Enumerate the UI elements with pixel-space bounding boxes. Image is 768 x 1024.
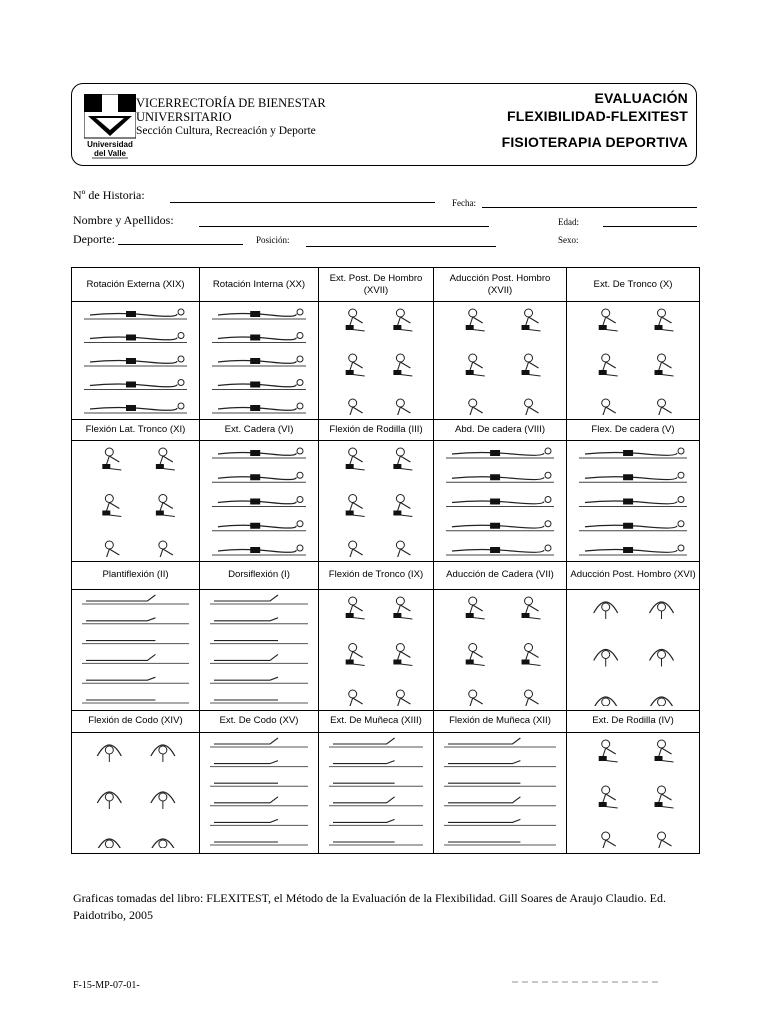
fecha-label: Fecha:	[452, 198, 476, 208]
test-caption: Aducción Post. Hombro (XVII)	[449, 272, 551, 296]
test-illustration	[76, 444, 195, 557]
fecha-field[interactable]	[482, 207, 697, 208]
test-cell	[72, 561, 199, 709]
test-illustration	[323, 593, 429, 706]
test-cell	[434, 268, 566, 418]
test-caption: Ext. De Muñeca (XIII)	[330, 715, 422, 726]
test-illustration	[571, 444, 695, 557]
institution-block	[136, 96, 326, 138]
test-illustration	[438, 736, 562, 848]
title-line2: FLEXIBILIDAD-FLEXITEST	[507, 108, 688, 124]
university-logo	[84, 94, 136, 159]
test-caption: Aducción de Cadera (VII)	[446, 569, 554, 580]
test-cell	[567, 268, 699, 418]
test-caption: Plantiflexión (II)	[102, 569, 169, 580]
test-caption: Rotación Interna (XX)	[212, 278, 306, 290]
test-caption: Rotación Externa (XIX)	[86, 278, 185, 290]
test-cell	[434, 561, 566, 709]
test-cell	[72, 419, 199, 560]
test-caption: Abd. De cadera (VIII)	[454, 423, 546, 435]
test-illustration	[438, 593, 562, 706]
test-cell	[200, 561, 318, 709]
institution-line3: Sección Cultura, Recreación y Deporte	[136, 125, 316, 137]
test-illustration	[76, 305, 195, 415]
test-caption: Flexión de Tronco (IX)	[328, 569, 424, 580]
edad-field[interactable]	[603, 226, 697, 227]
edad-label: Edad:	[558, 217, 579, 227]
nombre-field[interactable]	[199, 226, 489, 227]
test-caption: Aducción Post. Hombro (XVI)	[570, 569, 696, 580]
test-cell	[319, 710, 433, 851]
test-illustration	[571, 305, 695, 415]
footnote: Graficas tomadas del libro: FLEXITEST, el Método de la Evaluación de la Flexibilidad. Gill Soares de Araujo Claudio. Ed. Paidotribo, 2005	[73, 891, 666, 922]
posicion-label: Posición:	[256, 235, 290, 245]
logo-line1: Universidad	[87, 140, 133, 149]
test-cell	[567, 561, 699, 709]
test-illustration	[204, 444, 314, 557]
test-cell	[319, 561, 433, 709]
test-caption: Ext. De Rodilla (IV)	[592, 715, 674, 726]
form-code: F-15-MP-07-01-	[73, 980, 140, 991]
test-cell	[434, 710, 566, 851]
test-cell	[319, 419, 433, 560]
test-cell	[567, 710, 699, 851]
flexitest-grid	[71, 267, 700, 854]
title-line3: FISIOTERAPIA DEPORTIVA	[501, 134, 688, 150]
test-illustration	[76, 736, 195, 848]
test-illustration	[323, 736, 429, 848]
test-illustration	[438, 444, 562, 557]
title-line1: EVALUACIÓN	[594, 90, 688, 106]
test-cell	[567, 419, 699, 560]
test-illustration	[323, 305, 429, 415]
test-caption: Flexión Lat. Tronco (XI)	[85, 423, 186, 435]
test-caption: Ext. Post. De Hombro (XVII)	[329, 272, 423, 296]
test-illustration	[204, 736, 314, 848]
logo-line2: del Valle	[93, 149, 127, 158]
test-illustration	[438, 305, 562, 415]
test-caption: Dorsiflexión (I)	[228, 569, 290, 580]
institution-line2: UNIVERSITARIO	[136, 110, 232, 124]
nombre-label: Nombre y Apellidos:	[73, 213, 174, 227]
test-caption: Ext. De Codo (XV)	[219, 715, 299, 726]
test-illustration	[204, 593, 314, 706]
test-caption: Flex. De cadera (V)	[591, 423, 675, 435]
test-cell	[434, 419, 566, 560]
test-illustration	[571, 736, 695, 848]
test-caption: Flexión de Codo (XIV)	[88, 715, 183, 726]
faint-footer-mark	[512, 980, 662, 984]
test-cell	[72, 710, 199, 851]
test-cell	[319, 268, 433, 418]
test-caption: Ext. De Tronco (X)	[593, 278, 673, 290]
test-caption: Ext. Cadera (VI)	[224, 423, 294, 435]
test-illustration	[76, 593, 195, 706]
test-illustration	[323, 444, 429, 557]
institution-line1: VICERRECTORÍA DE BIENESTAR	[136, 96, 326, 110]
document-title	[502, 89, 688, 151]
deporte-label: Deporte:	[73, 232, 115, 246]
test-cell	[200, 419, 318, 560]
test-cell	[200, 710, 318, 851]
deporte-field[interactable]	[118, 244, 243, 245]
historia-field[interactable]	[170, 202, 435, 203]
historia-label: Nº de Historia:	[73, 188, 145, 202]
test-caption: Flexión de Muñeca (XII)	[449, 715, 551, 726]
test-cell	[72, 268, 199, 418]
posicion-field[interactable]	[306, 246, 496, 247]
test-cell	[200, 268, 318, 418]
sexo-label: Sexo:	[558, 235, 579, 245]
test-illustration	[571, 593, 695, 706]
test-caption: Flexión de Rodilla (III)	[329, 423, 423, 435]
test-illustration	[204, 305, 314, 415]
